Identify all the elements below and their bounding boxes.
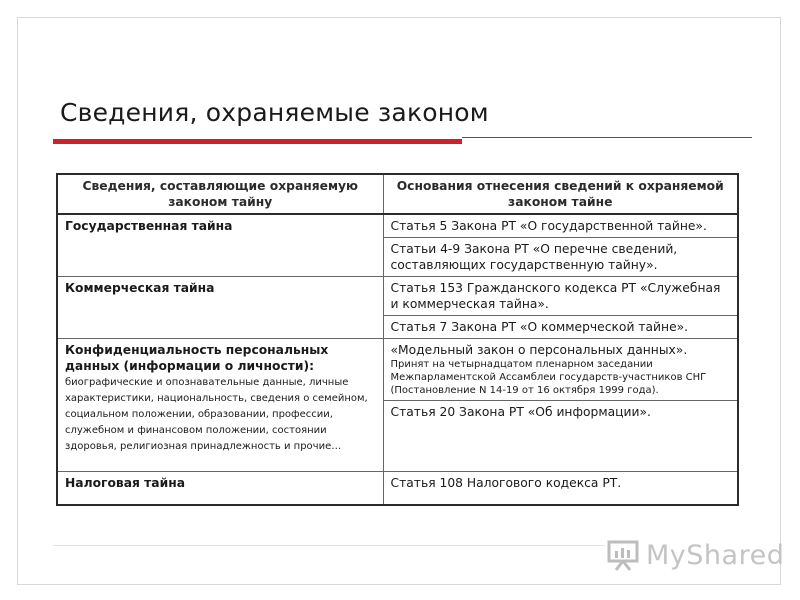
basis-cell: Статья 5 Закона РТ «О государственной тайне». bbox=[383, 214, 738, 238]
table-row bbox=[57, 339, 738, 401]
basis-cell: Статьи 4-9 Закона РТ «О перечне сведений, составляющих государственную тайну». bbox=[383, 238, 738, 277]
presentation-board-icon bbox=[607, 538, 641, 572]
basis-text: «Модельный закон о персональных данных». bbox=[390, 343, 688, 357]
category-cell bbox=[57, 277, 383, 339]
category-cell bbox=[57, 214, 383, 277]
basis-cell: Статья 108 Налогового кодекса РТ. bbox=[383, 472, 738, 506]
category-label: Конфиденциальность персональных данных (информации о личности): bbox=[65, 343, 329, 373]
table-row bbox=[57, 472, 738, 506]
legal-secrets-table bbox=[56, 173, 739, 506]
title-underline-thin bbox=[462, 137, 752, 138]
basis-cell: Статья 20 Закона РТ «Об информации». bbox=[383, 401, 738, 472]
table-header-cell: Основания отнесения сведений к охраняемой законом тайне bbox=[383, 174, 738, 214]
category-label: Коммерческая тайна bbox=[65, 281, 215, 295]
table-row bbox=[57, 277, 738, 316]
title-underline-accent bbox=[53, 139, 462, 144]
myshared-logo bbox=[607, 538, 784, 572]
category-cell bbox=[57, 339, 383, 472]
slide-title: Сведения, охраняемые законом bbox=[60, 98, 489, 127]
category-label: Государственная тайна bbox=[65, 219, 233, 233]
basis-cell: Статья 153 Гражданского кодекса РТ «Служебная и коммерческая тайна». bbox=[383, 277, 738, 316]
category-description: биографические и опознавательные данные, личные характеристики, национальность, сведения о семейном, социальном положении, образовании, профессии, служебном и финансовом положении, состоянии здоровья, религиозная принадлежность и прочие… bbox=[65, 377, 368, 452]
table-row bbox=[57, 214, 738, 238]
logo-text: MyShared bbox=[646, 539, 785, 571]
category-cell bbox=[57, 472, 383, 506]
basis-cell: Статья 7 Закона РТ «О коммерческой тайне». bbox=[383, 316, 738, 339]
table-header-cell: Сведения, составляющие охраняемую законом тайну bbox=[57, 174, 383, 214]
footer-divider bbox=[53, 545, 605, 546]
basis-note: Принят на четырнадцатом пленарном заседании Межпарламентской Ассамблеи государств-участников СНГ (Постановление N 14-19 от 16 октября 1999 года). bbox=[390, 359, 707, 396]
table-header-row bbox=[57, 174, 738, 214]
basis-cell bbox=[383, 339, 738, 401]
category-label: Налоговая тайна bbox=[65, 476, 186, 490]
